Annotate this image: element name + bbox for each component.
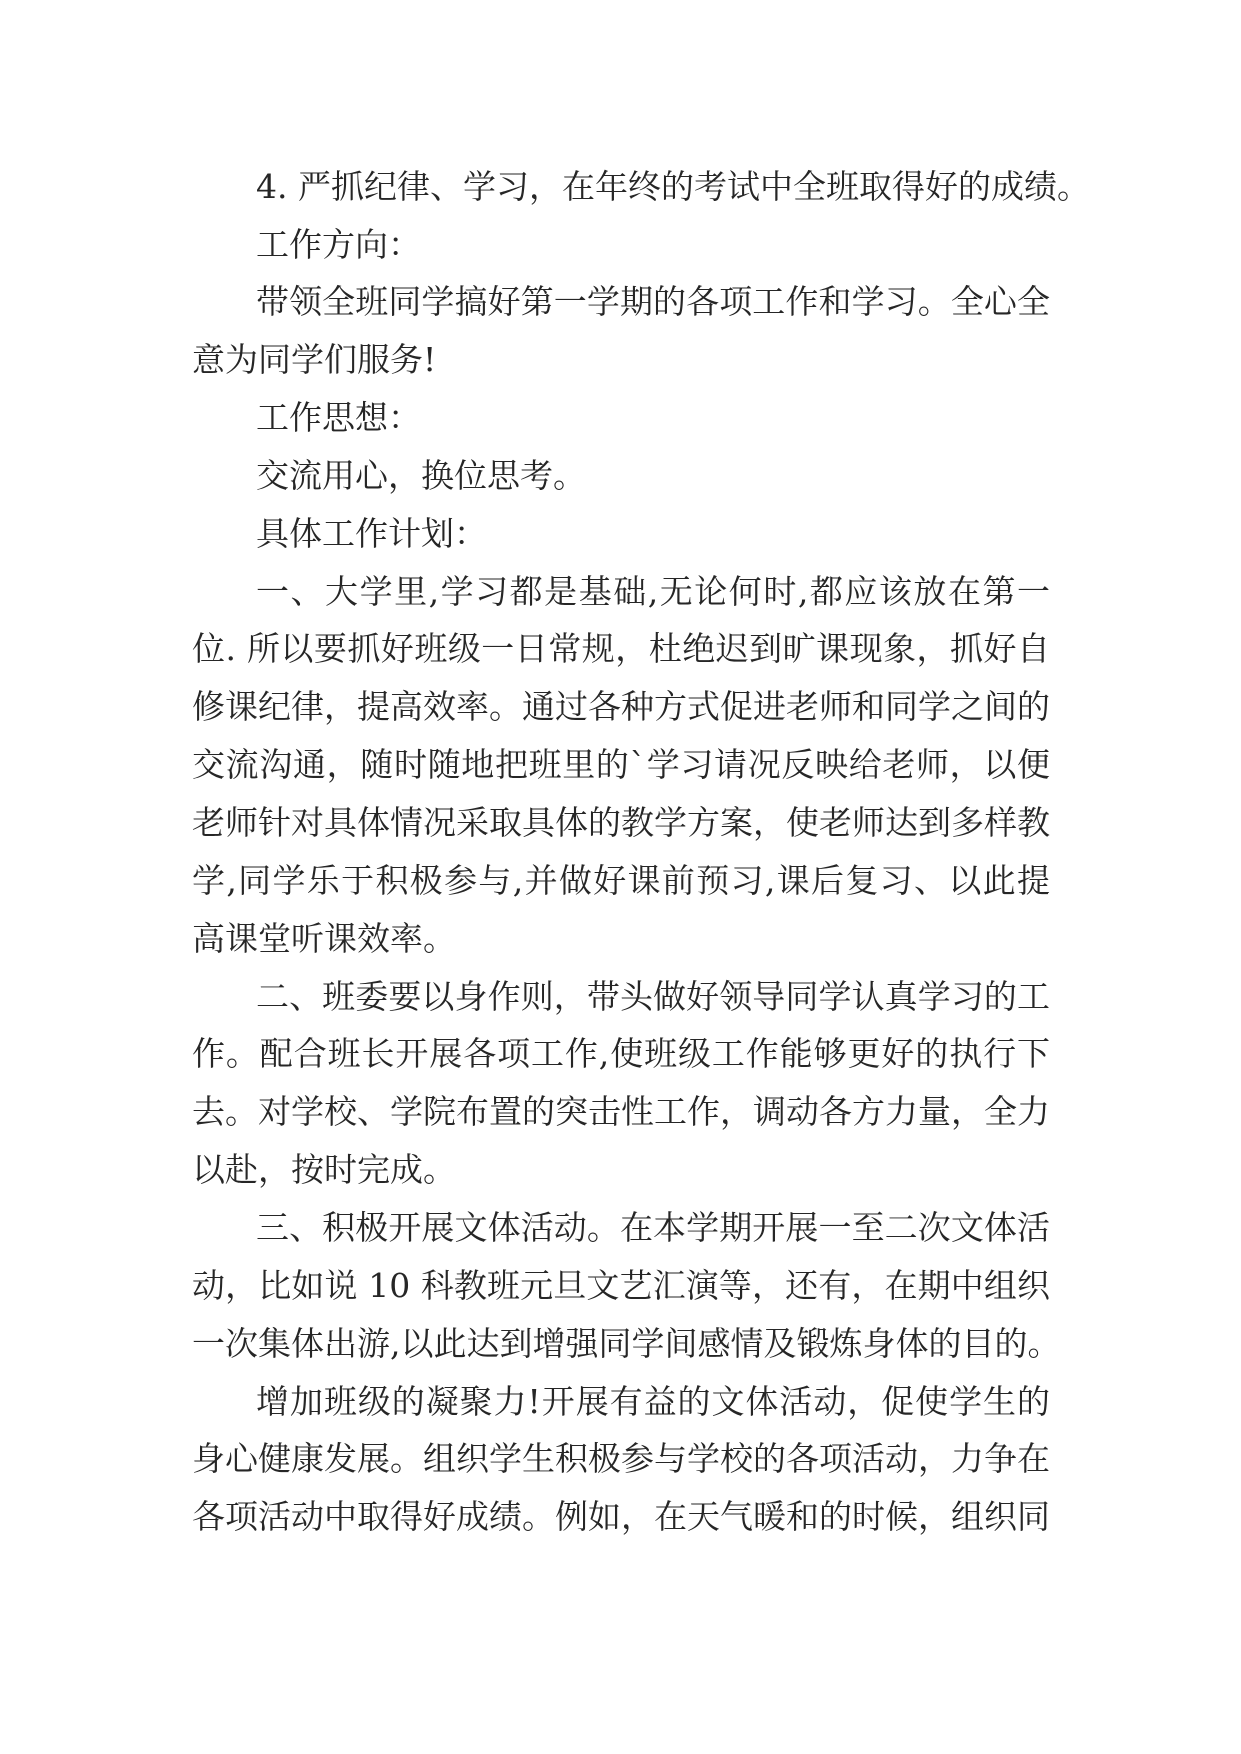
text-line: 修课纪律，提高效率。通过各种方式促进老师和同学之间的 [192,687,1050,726]
text-line: 去。对学校、学院布置的突击性工作，调动各方力量，全力 [192,1092,1050,1131]
text-line: 作。配合班长开展各项工作,使班级工作能够更好的执行下 [192,1034,1050,1073]
text-line: 学,同学乐于积极参与,并做好课前预习,课后复习、以此提 [192,861,1050,900]
text-line: 身心健康发展。组织学生积极参与学校的各项活动，力争在 [192,1439,1050,1478]
text-line: 以赴，按时完成。 [192,1150,456,1189]
text-line: 各项活动中取得好成绩。例如，在天气暖和的时候，组织同 [192,1497,1050,1536]
text-line: 一次集体出游,以此达到增强同学间感情及锻炼身体的目的。 [192,1324,1061,1363]
text-line: 带领全班同学搞好第一学期的各项工作和学习。全心全 [256,282,1050,321]
text-line: 意为同学们服务! [192,340,437,379]
text-line: 一、大学里,学习都是基础,无论何时,都应该放在第一 [256,572,1050,611]
text-line: 二、班委要以身作则，带头做好领导同学认真学习的工 [256,977,1050,1016]
text-line: 动，比如说 10 科教班元旦文艺汇演等，还有，在期中组织 [192,1266,1050,1305]
text-line: 增加班级的凝聚力!开展有益的文体活动，促使学生的 [256,1382,1050,1421]
text-line: 位. 所以要抓好班级一日常规，杜绝迟到旷课现象，抓好自 [192,629,1050,668]
text-line: 三、积极开展文体活动。在本学期开展一至二次文体活 [256,1208,1050,1247]
text-line: 具体工作计划： [256,514,487,553]
text-line: 老师针对具体情况采取具体的教学方案，使老师达到多样教 [192,803,1050,842]
text-line: 工作方向： [256,225,421,264]
text-line: 工作思想： [256,398,421,437]
text-line: 交流沟通，随时随地把班里的`学习请况反映给老师，以便 [192,745,1050,784]
text-line: 交流用心，换位思考。 [256,456,586,495]
text-line: 4. 严抓纪律、学习，在年终的考试中全班取得好的成绩。 [256,167,1090,206]
text-line: 高课堂听课效率。 [192,919,456,958]
